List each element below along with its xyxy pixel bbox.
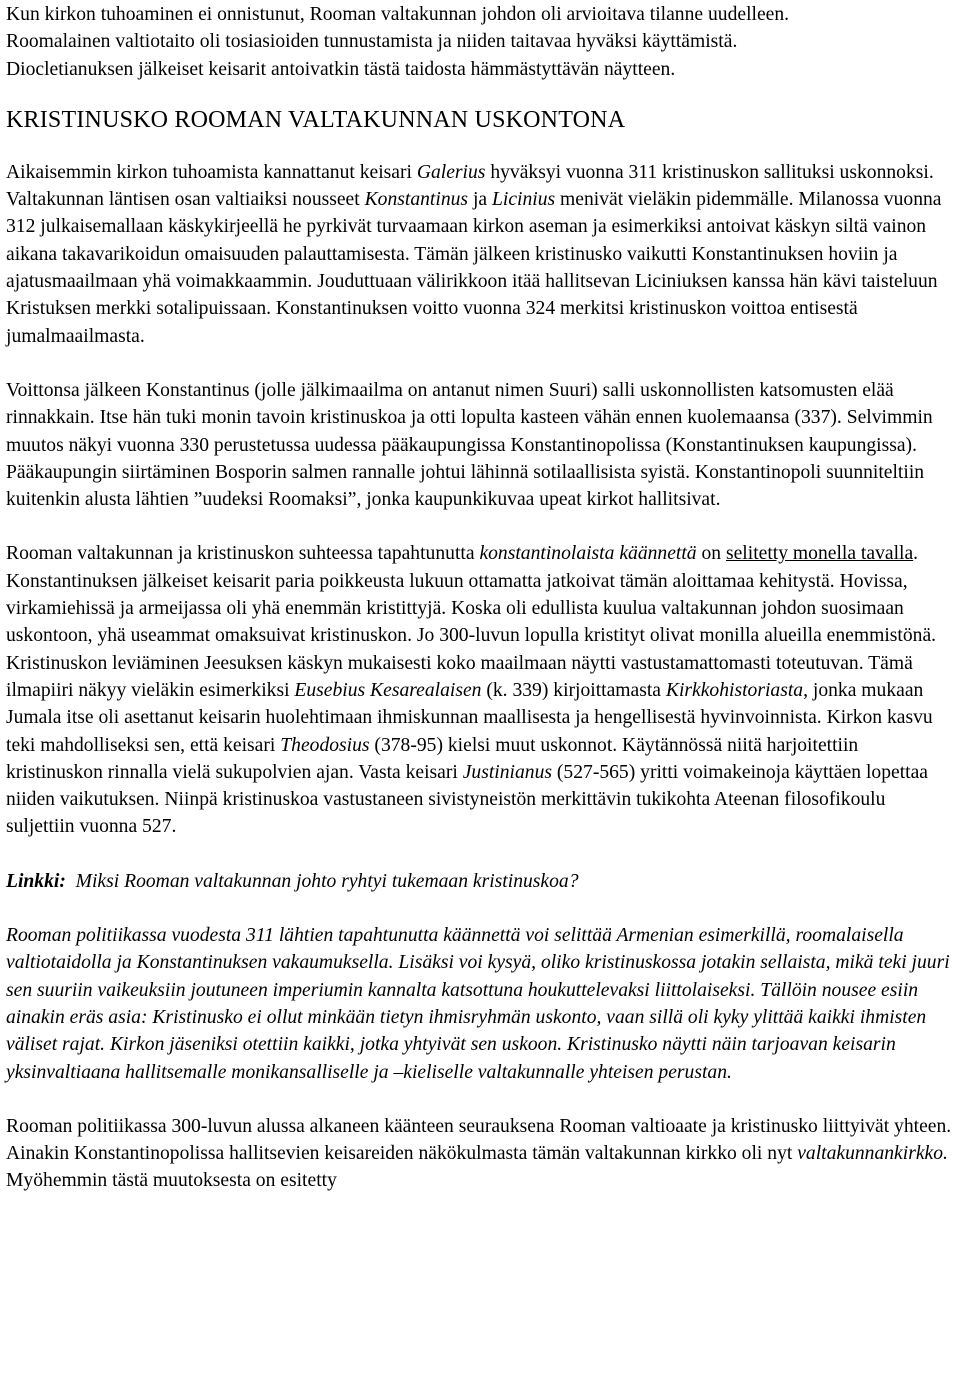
text-run: Myöhemmin tästä muutoksesta on esitetty <box>6 1170 337 1192</box>
title-kirkkohistoria: Kirkkohistoriasta <box>665 679 804 701</box>
intro-paragraph <box>6 0 954 83</box>
text-run: (527-565) yritti voimakeinoja käyttäen lopettaa niiden vaikutuksen. Niinpä kristinuskoa vastustaneen sivistyneistön merkittävin tukikohta Ateenan filosofikoulu suljettiin vuonna 527. <box>6 761 928 838</box>
text-run: (k. 339) kirjoittamasta <box>481 679 666 701</box>
intro-line-3: Diocletianuksen jälkeiset keisarit antoivatkin tästä taidosta hämmästyttävän näytteen. <box>6 58 676 80</box>
paragraph-explanation: Rooman politiikassa vuodesta 311 lähtien tapahtunutta käännettä voi selittää Armenian esimerkillä, roomalaisella valtiotaidolla ja Konstantinuksen vakaumuksella. Lisäksi voi kysyä, oliko kristinuskossa jotakin sellaista, mikä teki juuri sen suuriin vaikeuksiin joutuneen imperiumin kannalta katsottuna houkuttelevaksi liittolaiseksi. Tällöin nousee esiin ainakin eräs asia: Kristinusko ei ollut minkään tietyn ihmisryhmän uskonto, vaan sillä oli kyky ylittää kaikki ihmisten väliset rajat. Kirkon jäseniksi otettiin kaikki, jotka yhtyivät sen uskoon. Kristinusko näytti näin tarjoavan keisarin yksinvaltiaana hallitsemalle monikansalliselle ja –kieliselle valtakunnalle yhteisen perustan. <box>6 925 950 1083</box>
section-heading: KRISTINUSKO ROOMAN VALTAKUNNAN USKONTONA <box>6 106 626 133</box>
text-run: Aikaisemmin kirkon tuhoamista kannattanut keisari <box>6 161 417 183</box>
name-justinianus: Justinianus <box>462 761 552 783</box>
explained-link[interactable]: selitetty monella tavalla <box>725 543 914 565</box>
text-run: menivät vieläkin pidemmälle. Milanossa vuonna 312 julkaisemallaan käskykirjeellä he pyrkivät turvaamaan kirkon aseman ja esimerkiksi antoivat käskyn siltä vainon aikana takavarikoidun omaisuuden palauttamisesta. Tämän jälkeen kristinusko vaikutti Konstantinuksen hoviin ja ajatusmaailmaan yhä voimakkaammin. Jouduttuaan välirikkoon itää hallitsevan Liciniuksen kanssa hän kävi taisteluun Kristuksen merkki sotalipuissaan. Konstantinuksen voitto vuonna 324 merkitsi kristinuskon voittoa entisestä jumalmaailmasta. <box>6 189 942 347</box>
name-eusebius: Eusebius Kesarealaisen <box>294 679 482 701</box>
paragraph-konstantinus: Voittonsa jälkeen Konstantinus (jolle jälkimaailma on antanut nimen Suuri) salli uskonnollisten katsomusten elää rinnakkain. Itse hän tuki monin tavoin kristinuskoa ja otti lopulta kasteen vähän ennen kuolemaansa (337). Selvimmin muutos näkyi vuonna 330 perustetussa uudessa pääkaupungissa Konstantinopolissa (Konstantinuksen kaupungissa). Pääkaupungin siirtäminen Bosporin salmen rannalle johtui lähinnä sotilaallisista syistä. Konstantinopoli suunniteltiin kuitenkin alusta lähtien ”uudeksi Roomaksi”, jonka kaupunkikuvaa upeat kirkot hallitsivat. <box>6 379 933 511</box>
term-constantinian-turn: konstantinolaista käännettä <box>479 543 697 565</box>
text-run: ja <box>468 189 492 211</box>
text-run: (378-95) kielsi muut uskonnot. Käytännössä niitä harjoitettiin kristinuskon rinnalla vielä sukupolvien ajan. Vasta keisari <box>6 734 859 783</box>
text-run: Rooman valtakunnan ja kristinuskon suhteessa tapahtunutta <box>6 543 480 565</box>
text-run: , jonka mukaan Jumala itse oli asettanut keisarin huolehtimaan ihmiskunnan maallisesta ja hengellisestä hyvinvoinnista. Kirkon kasvu teki mahdolliseksi sen, että keisari <box>6 679 933 756</box>
link-label: Linkki: <box>6 870 66 892</box>
term-valtakunnankirkko: valtakunnankirkko. <box>797 1143 948 1165</box>
text-run: hyväksyi vuonna 311 kristinuskon sallituksi uskonnoksi. Valtakunnan läntisen osan valtiaiksi nousseet <box>6 161 934 211</box>
intro-line-1: Kun kirkon tuhoaminen ei onnistunut, Rooman valtakunnan johdon oli arvioitava tilanne uudelleen. <box>6 4 790 25</box>
name-konstantinus: Konstantinus <box>364 189 469 211</box>
name-galerius: Galerius <box>416 161 486 183</box>
paragraph-state-church <box>6 1113 954 1195</box>
link-question <box>6 868 954 895</box>
text-run: on <box>696 543 726 565</box>
text-run: . Konstantinuksen jälkeiset keisarit paria poikkeusta lukuun ottamatta jatkoivat tämän aloittamaa kehitystä. Hovissa, virkamiehissä ja armeijassa oli yhä enemmän kristittyjä. Koska oli edullista kuulua valtakunnan johdon suosimaan uskontoon, yhä useammat omaksuivat kristinuskon. Jo 300-luvun lopulla kristityt olivat monilla alueilla enemmistönä. Kristinuskon leviäminen Jeesuksen käskyn mukaisesti koko maailmaan näytti vastustamattomasti toteutuvan. Tämä ilmapiiri näkyy vieläkin esimerkiksi <box>6 543 937 701</box>
link-question-text: Miksi Rooman valtakunnan johto ryhtyi tukemaan kristinuskoa? <box>65 870 579 892</box>
paragraph-galerius <box>6 159 954 350</box>
paragraph-constantinian-turn <box>6 540 954 840</box>
name-theodosius: Theodosius <box>280 734 370 756</box>
name-licinius: Licinius <box>491 189 556 211</box>
intro-line-2: Roomalainen valtiotaito oli tosiasioiden tunnustamista ja niiden taitavaa hyväksi käyttämistä. <box>6 31 738 53</box>
text-run: Rooman politiikassa 300-luvun alussa alkaneen käänteen seurauksena Rooman valtioaate ja kristinusko liittyivät yhteen. Ainakin Konstantinopolissa hallitsevien keisareiden näkökulmasta tämän valtakunnan kirkko oli nyt <box>6 1115 952 1165</box>
